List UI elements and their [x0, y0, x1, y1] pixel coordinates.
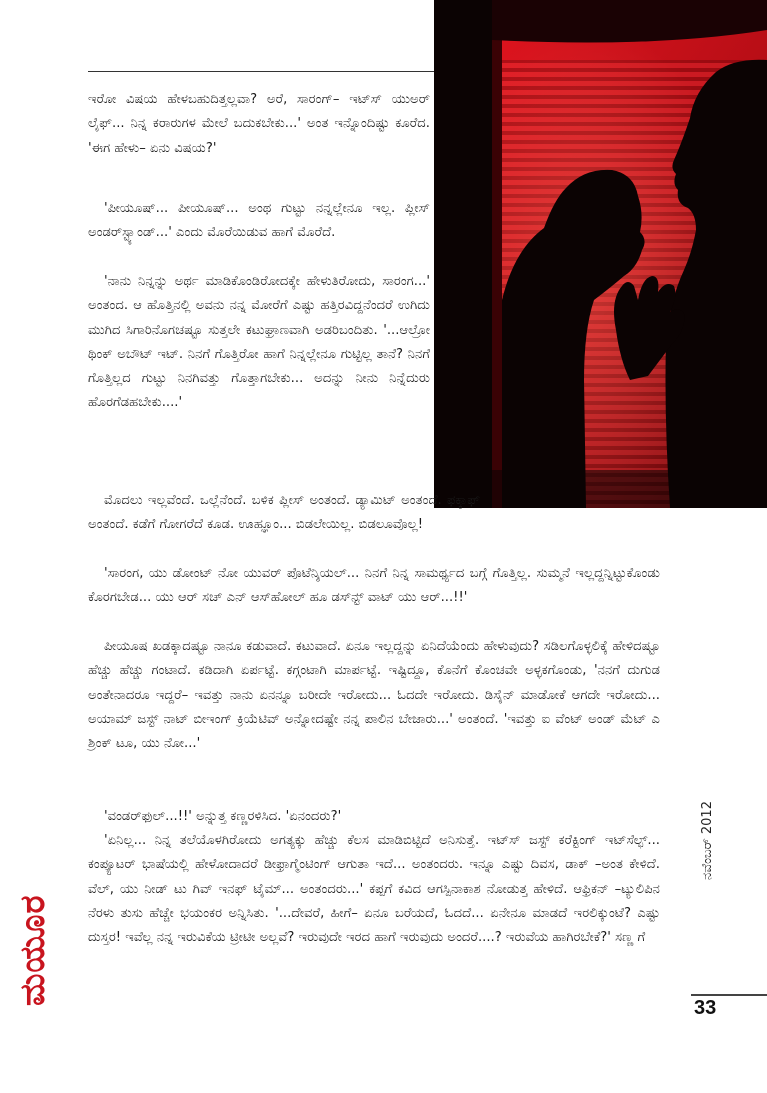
article-paragraph: 'ಸಾರಂಗ, ಯು ಡೋಂಟ್ ನೋ ಯುವರ್ ಪೊಟೆನ್ಶಿಯಲ್... ನಿನಗೆ ನಿನ್ನ ಸಾಮರ್ಥ್ಯದ ಬಗ್ಗೆ ಗೊತ್ತಿಲ್ಲ. ಸುಮ್ಮನೆ ಇಲ್ಲದ್ದನ್ನಿಟ್ಟುಕೊಂಡು ಕೊರಗಬೇಡ... ಯು ಆರ್ ಸಚ್ ಎನ್ ಆಸ್‌ಹೋಲ್ ಹೂ ಡಸ್‌ನ್ಟ್ ವಾಟ್ ಯು ಆರ್...!!': [88, 566, 660, 606]
article-paragraph: ಇರೋ ವಿಷಯ ಹೇಳಬಹುದಿತ್ತಲ್ಲವಾ? ಅರೆ, ಸಾರಂಗ್– ಇಟ್‌ಸ್ ಯುಅರ್ ಲೈಫ್... ನಿನ್ನ ಕರಾರುಗಳ ಮೇಲೆ ಬದುಕಬೇಕು...' ಅಂತ ಇನ್ನೊಂದಿಷ್ಟು ಕೂರೆದ. 'ಈಗ ಹೇಳು– ಏನು ವಿಷಯ?': [88, 92, 430, 156]
article-paragraph: ಮೊದಲು ಇಲ್ಲವೆಂದೆ. ಒಲ್ಲೆನೆಂದೆ. ಬಳಿಕ ಪ್ಲೀಸ್ ಅಂತಂದೆ. ಡ್ಯಾಮಿಟ್ ಅಂತಂದೆ. ಫಕ್ಕಾಫ್ ಅಂತಂದೆ. ಕಡೆಗೆ ಗೋಗರೆದೆ ಕೂಡ. ಊಹ್ಞೂಂ... ಬಿಡಲೇಯಿಲ್ಲ. ಬಿಡಲೂವೊಲ್ಲ!: [88, 493, 480, 533]
article-paragraph: 'ಏನಿಲ್ಲ... ನಿನ್ನ ತಲೆಯೊಳಗಿರೋದು ಅಗತ್ಯಕ್ಕು ಹೆಚ್ಚು ಕೆಲಸ ಮಾಡಿಬಿಟ್ಟಿದೆ ಅನಿಸುತ್ತೆ. ಇಟ್‌ಸ್ ಜಸ್ಟ್ ಕರೆಕ್ಟಿಂಗ್ ಇಟ್‌ಸೆಲ್ಫ್... ಕಂಪ್ಯೂಟರ್ ಭಾಷೆಯಲ್ಲಿ ಹೇಳೋದಾದರೆ ಡೀಫ್ರಾಗ್ಮೆಂಟಿಂಗ್ ಆಗುತಾ ಇದೆ... ಅಂತಂದರು. ಇನ್ನೂ ಎಷ್ಟು ದಿವಸ, ಡಾಕ್ –ಅಂತ ಕೇಳಿದೆ. ವೆಲ್, ಯು ನೀಡ್ ಟು ಗಿವ್ ಇನಫ್ ಟೈಮ್... ಅಂತಂದರು...' ಕಪ್ಪಗೆ ಕವಿದ ಆಗಸ್ಪಿನಾಕಾಶ ನೋಡುತ್ತ ಹೇಳಿದೆ. ಆಫ್ರಿಕನ್ –ಟ್ಯುಲಿಪಿನ ನೆರಳು ತುಸು ಹೆಚ್ಚೇ ಭಯಂಕರ ಅನ್ನಿಸಿತು. '...ದೇವರೆ, ಹೀಗೆ– ಏನೂ ಬರೆಯದೆ, ಓದದೆ... ಏನೇನೂ ಮಾಡದೆ ಇರಲಿಕ್ಕುಂಟೆ? ಎಷ್ಟು ದುಸ್ತರ! ಇವೆಲ್ಲ ನನ್ನ ಇರುವಿಕೆಯ ಟ್ರೀಟೀ ಅಲ್ಲವೆ? ಇರುವುದೇ ಇರದ ಹಾಗೆ ಇರುವುದು ಅಂದರೆ....? ಇರುವೆಯ ಹಾಗಿರಬೇಕೆ?' ಸಣ್ಣ ಗೆ: [88, 833, 660, 946]
silhouette-image: [434, 0, 767, 508]
magazine-logo: ಮಯೂರ: [13, 894, 53, 1006]
window-frame-left: [434, 0, 492, 508]
article-photo: [434, 0, 767, 508]
issue-date: ನವೆಂಬರ್ 2012: [700, 801, 715, 880]
article-paragraph: ಪೀಯೂಷ ಖಡಕ್ಕಾದಷ್ಟೂ ನಾನೂ ಕಡುವಾದೆ. ಕಟುವಾದೆ. ಏನೂ ಇಲ್ಲದ್ದನ್ನು ಏನಿದೆಯೆಂದು ಹೇಳುವುದು? ಸಡಿಲಗೊಳ್ಳಲಿಕ್ಕೆ ಹೇಳಿದಷ್ಟೂ ಹೆಚ್ಚು ಹೆಚ್ಚು ಗಂಟಾದೆ. ಕಡಿದಾಗಿ ಏರ್ಪಟ್ಟೆ. ಕಗ್ಗಂಟಾಗಿ ಮಾರ್ಪಟ್ಟೆ. ಇಷ್ಟಿದ್ದೂ, ಕೊನೆಗೆ ಕೊಂಚವೇ ಅಳ್ಳಕಗೊಂಡು, 'ನನಗೆ ದುಗುಡ ಅಂತೇನಾದರೂ ಇದ್ದರೆ– ಇವತ್ತು ನಾನು ಏನನ್ನೂ ಬರೀದೇ ಇರೋದು... ಓದದೇ ಇರೋದು. ಡಿಸೈನ್ ಮಾಡೋಕೆ ಆಗದೇ ಇರೋದು... ಅಯಾಮ್ ಜಸ್ಟ್ ನಾಟ್ ಬೀಇಂಗ್ ಕ್ರಿಯೆಟಿವ್ ಅನ್ನೋದಷ್ಟೇ ನನ್ನ ಪಾಲಿನ ಬೇಜಾರು...' ಅಂತಂದೆ. 'ಇವತ್ತು ಐ ವೆಂಟ್ ಅಂಡ್ ಮೆಟ್ ಎ ಶ್ರಿಂಕ್ ಟೂ, ಯು ನೋ...': [88, 639, 660, 752]
footer-rule: [691, 994, 767, 996]
article-paragraph: 'ನಾನು ನಿನ್ನನ್ನು ಅರ್ಥ ಮಾಡಿಕೊಂಡಿರೋದಕ್ಕೇ ಹೇಳುತಿರೋದು, ಸಾರಂಗ...' ಅಂತಂದ. ಆ ಹೊತ್ತಿನಲ್ಲಿ ಅವನು ನನ್ನ ಮೋರೆಗೆ ಎಷ್ಟು ಹತ್ತಿರವಿದ್ದನೆಂದರೆ ಉಗಿದು ಮುಗಿದ ಸಿಗಾರಿನೊಗಚಷ್ಟೂ ಸುತ್ತಲೇ ಕಟುಘ್ರಾಣವಾಗಿ ಅಡರಿಬಂದಿತು. '...ಆಲ್ರೋ ಥಿಂಕ್ ಅಬೌಟ್ ಇಟ್. ನಿನಗೆ ಗೊತ್ತಿರೋ ಹಾಗೆ ನಿನ್ನಲ್ಲೇನೂ ಗುಟ್ಟಿಲ್ಲ ತಾನೆ? ನಿನಗೆ ಗೊತ್ತಿಲ್ಲದ ಗುಟ್ಟು ನಿನಗಿವತ್ತು ಗೊತ್ತಾಗಬೇಕು... ಅದನ್ನು ನೀನು ನಿನ್ನೆದುರು ಹೊರಗೆಡಹಬೇಕು....': [88, 274, 430, 411]
article-paragraph: 'ವಂಡರ್‌ಫುಲ್...!!' ಅನ್ನುತ್ತ ಕಣ್ಣರಳಿಸಿದ. 'ಏನಂದರು?': [104, 809, 342, 824]
top-rule: [88, 71, 434, 72]
article-paragraph: 'ಪೀಯೂಷ್... ಪೀಯೂಷ್... ಅಂಥ ಗುಟ್ಟು ನನ್ನಲ್ಲೇನೂ ಇಲ್ಲ. ಪ್ಲೀಸ್ ಅಂಡರ್‌ಸ್ಟ್ಯಾಂಡ್...' ಎಂದು ಮೊರೆಯಿಡುವ ಹಾಗೆ ಮೊರೆದೆ.: [88, 201, 430, 241]
page-number: 33: [694, 997, 717, 1019]
